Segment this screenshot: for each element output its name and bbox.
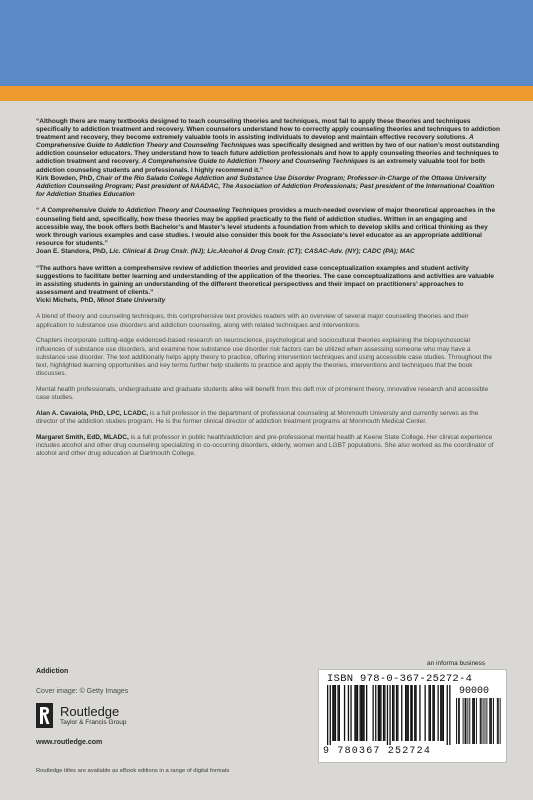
barcode-bar xyxy=(360,685,361,741)
barcode-bar xyxy=(348,685,349,741)
text-run: Minot State University xyxy=(96,296,166,304)
barcode-bar xyxy=(387,685,388,745)
barcode-bar xyxy=(362,685,363,741)
barcode-bar xyxy=(397,685,398,741)
barcode-bar xyxy=(458,698,459,744)
text-run: was specifically designed and written by two of our nation’s most outstanding addiction counselor educators. They understand how to teach future addiction professionals and how to apply counseling theories and techniques to addiction treatment and recovery. xyxy=(36,142,500,166)
barcode-bar xyxy=(383,685,384,741)
text-run: Chair of the Rio Salado College Addiction and Substance Use Disorder Program; Professor-in-Charge of the Ottawa University Addiction Counseling Program; Past president of NAADAC, The Association of Addiction Professionals; Past president of the International Coalition for Addiction Studies Education xyxy=(36,174,495,198)
barcode-price-code: 90000 xyxy=(459,686,490,697)
routledge-logo-icon xyxy=(36,703,53,728)
barcode-bar xyxy=(339,685,340,741)
review-2-attribution xyxy=(36,248,500,256)
barcode-bar xyxy=(456,698,457,744)
barcode-bar xyxy=(438,685,439,741)
barcode-bar xyxy=(350,685,351,741)
back-cover-content xyxy=(36,118,500,466)
barcode-bar xyxy=(392,685,393,741)
author-name-cavaiola: Alan A. Cavaiola, PhD, LPC, LCADC, xyxy=(36,409,149,417)
barcode-bar xyxy=(491,698,492,744)
subject-category: Addiction xyxy=(36,668,69,675)
barcode-bar xyxy=(334,685,335,741)
cover-image-credit: Cover image: © Getty Images xyxy=(36,688,129,695)
barcode-bar xyxy=(432,685,433,741)
barcode-bar xyxy=(406,685,407,741)
barcode-bar xyxy=(412,685,413,741)
barcode-bar xyxy=(467,698,468,744)
barcode-bar xyxy=(357,685,358,741)
barcode-bar xyxy=(473,698,474,744)
barcode-bar xyxy=(483,698,484,744)
publisher-logo-block xyxy=(36,703,236,731)
text-run: “ xyxy=(36,207,42,215)
barcode-bar xyxy=(430,685,431,741)
review-1-attribution xyxy=(36,175,500,199)
review-quote-1-text xyxy=(36,118,500,174)
isbn-number: ISBN 978-0-367-25272-4 xyxy=(327,673,473,685)
author-bio-smith-text: is a full professor in public health/addiction and pre-professional mental health at Keene State College. Her clinical experience includes alcohol and other drug counseling specializing in co-occurring disorders, elderly, women and LGBT populations. She also worked as the coordinator of alcohol and other drug education at Dartmouth College. xyxy=(36,433,494,458)
text-run: “Although there are many textbooks designed to teach counseling theories and techniques, most fail to apply these theories and techniques specifically to addiction treatment and recovery. When counselors understand how to correctly apply counseling theories and techniques to addiction treatment and recovery, they become extremely valuable tools in assisting individuals to develop and maintain effective recovery solutions. xyxy=(36,118,500,142)
barcode-bar xyxy=(384,685,385,741)
publisher-group: Taylor & Francis Group xyxy=(60,719,127,726)
barcode-bar xyxy=(434,685,435,741)
publisher-name: Routledge xyxy=(60,704,120,719)
text-run: provides a much-needed overview of major theoretical approaches in the counseling field and, specifically, how these theories may be applied practically to the field of addiction studies. Written in an engaging and accessible way, the book offers both Bachelor’s and Master’s level students a foundation from which to develop skills and critical thinking as they work through various examples and case studies. I would also consider this book for the Associate’s level educator as an appropriate additional resource for students.” xyxy=(36,207,496,247)
barcode-bar xyxy=(410,685,411,741)
review-quote-3-text xyxy=(36,265,494,296)
barcode-bar xyxy=(425,685,426,741)
review-quote-2 xyxy=(36,207,500,256)
barcode-bar xyxy=(401,685,402,741)
ean-digits: 9 780367 252724 xyxy=(323,746,432,757)
barcode-bar xyxy=(447,685,448,745)
barcode-bar xyxy=(389,685,390,745)
ebook-availability-note: Routledge titles are available as eBook editions in a range of digital formats xyxy=(36,768,230,774)
barcode-bar xyxy=(327,685,328,745)
barcode-bar xyxy=(366,685,367,741)
text-run: A Comprehensive Guide to Addiction Theory and Counseling Techniques xyxy=(141,158,369,166)
description-paragraph-1: A blend of theory and counseling techniques, this comprehensive text provides readers with an overview of several major counseling theories and their application to substance use disorders and addiction counseling, along with related techniques and interventions. xyxy=(36,313,469,329)
barcode-bar xyxy=(500,698,501,744)
text-run: Vicki Michels, PhD, xyxy=(36,296,97,304)
barcode-bar xyxy=(466,698,467,744)
barcode-bar xyxy=(469,698,470,744)
barcode-bar xyxy=(344,685,345,741)
barcode-bar xyxy=(378,685,379,741)
barcode-bar xyxy=(396,685,397,741)
barcode-bar xyxy=(419,685,420,741)
barcode-bar xyxy=(493,698,494,744)
barcode-bar xyxy=(337,685,338,741)
barcode-bar xyxy=(489,698,490,744)
barcode-bar xyxy=(490,698,491,744)
addon-barcode-bars xyxy=(456,698,502,748)
barcode-bar xyxy=(363,685,364,741)
barcode-bar xyxy=(474,698,475,744)
barcode-bar xyxy=(380,685,381,741)
barcode-bar xyxy=(480,698,481,744)
barcode-bar xyxy=(449,685,450,745)
orange-stripe xyxy=(0,86,533,101)
barcode-bar xyxy=(379,685,380,741)
barcode-bar xyxy=(463,698,464,744)
barcode-bar xyxy=(375,685,376,741)
barcode-bar xyxy=(472,698,473,744)
isbn-barcode xyxy=(318,669,507,763)
barcode-bar xyxy=(443,685,444,741)
barcode-bar xyxy=(373,685,374,741)
top-color-band xyxy=(0,0,533,86)
barcode-bar xyxy=(485,698,486,744)
text-run: “The authors have written a comprehensive review of addiction theories and provided case conceptualization examples and student activity suggestions to facilitate better learning and understanding of the application of the theories. The case conceptualizations and activities are valuable in assisting students in gaining an understanding of the different theoretical perspectives and their impact on practitioners’ approaches to assessment and treatment of clients.” xyxy=(36,264,494,296)
text-run: is an extremely valuable tool for both addiction counseling students and professionals. I highly recommend it.” xyxy=(36,158,485,174)
author-bio-cavaiola xyxy=(36,410,500,426)
ean-barcode-bars xyxy=(323,685,453,745)
barcode-bar xyxy=(428,685,429,741)
barcode-bar xyxy=(498,698,499,744)
author-name-smith: Margaret Smith, EdD, MLADC, xyxy=(36,433,129,441)
text-run: A Comprehensive Guide to Addiction Theory and Counseling Techniques xyxy=(36,134,474,150)
barcode-bar xyxy=(335,685,336,741)
barcode-bar xyxy=(486,698,487,744)
barcode-bar xyxy=(459,698,460,744)
text-run: Joan E. Standora, PhD, xyxy=(36,247,110,255)
barcode-bar xyxy=(481,698,482,744)
informa-business-tagline: an informa business xyxy=(427,660,486,667)
barcode-bar xyxy=(330,685,331,745)
barcode-bar xyxy=(354,685,355,741)
barcode-bar xyxy=(361,685,362,741)
author-bio-cavaiola-text: is a full professor in the department of professional counseling at Monmouth University and currently serves as the director of the addiction studies program. He is the former clinical director of addiction treatment programs at Monmouth Medical Center. xyxy=(36,409,479,425)
barcode-bar xyxy=(415,685,416,741)
barcode-bar xyxy=(356,685,357,741)
review-3-attribution xyxy=(36,297,500,305)
text-run: Lic. Clinical & Drug Cnslr. (NJ); Lic.Alcohol & Drug Cnslr. (CT); CASAC-Adv. (NY); CADC (PA); MAC xyxy=(109,247,415,255)
description-paragraph-2: Chapters incorporate cutting-edge evidenced-based research on neuroscience, psychological and sociocultural theories explaining the biopsychosocial influences of substance use disorders, and examine how substance use disorder risk factors can be utilized when assessing someone who may have a substance use disorder. The text additionally helps apply theory to practice, offering intervention techniques and using accessible case studies. Throughout the text, highlighted learning opportunities and key terms further help students to practice and apply the theories, interventions and techniques that the book discusses. xyxy=(36,337,493,378)
barcode-bar xyxy=(476,698,477,744)
barcode-bar xyxy=(405,685,406,741)
barcode-bar xyxy=(414,685,415,741)
description-paragraph-3: Mental health professionals, undergraduate and graduate students alike will benefit from this deft mix of prominent theory, innovative research and accessible case studies. xyxy=(36,385,489,402)
review-quote-1 xyxy=(36,118,500,199)
review-quote-3 xyxy=(36,265,500,305)
barcode-bar xyxy=(332,685,333,741)
barcode-bar xyxy=(497,698,498,744)
barcode-bar xyxy=(440,685,441,741)
barcode-bar xyxy=(408,685,409,741)
publisher-url[interactable]: www.routledge.com xyxy=(36,739,103,746)
text-run: A Comprehensive Guide to Addiction Theory and Counseling Techniques xyxy=(41,207,268,215)
barcode-bar xyxy=(465,698,466,744)
review-quote-2-text xyxy=(36,207,495,246)
text-run: Kirk Bowden, PhD, xyxy=(36,174,96,182)
barcode-bar xyxy=(441,685,442,741)
author-bio-smith xyxy=(36,434,500,459)
barcode-bar xyxy=(393,685,394,741)
